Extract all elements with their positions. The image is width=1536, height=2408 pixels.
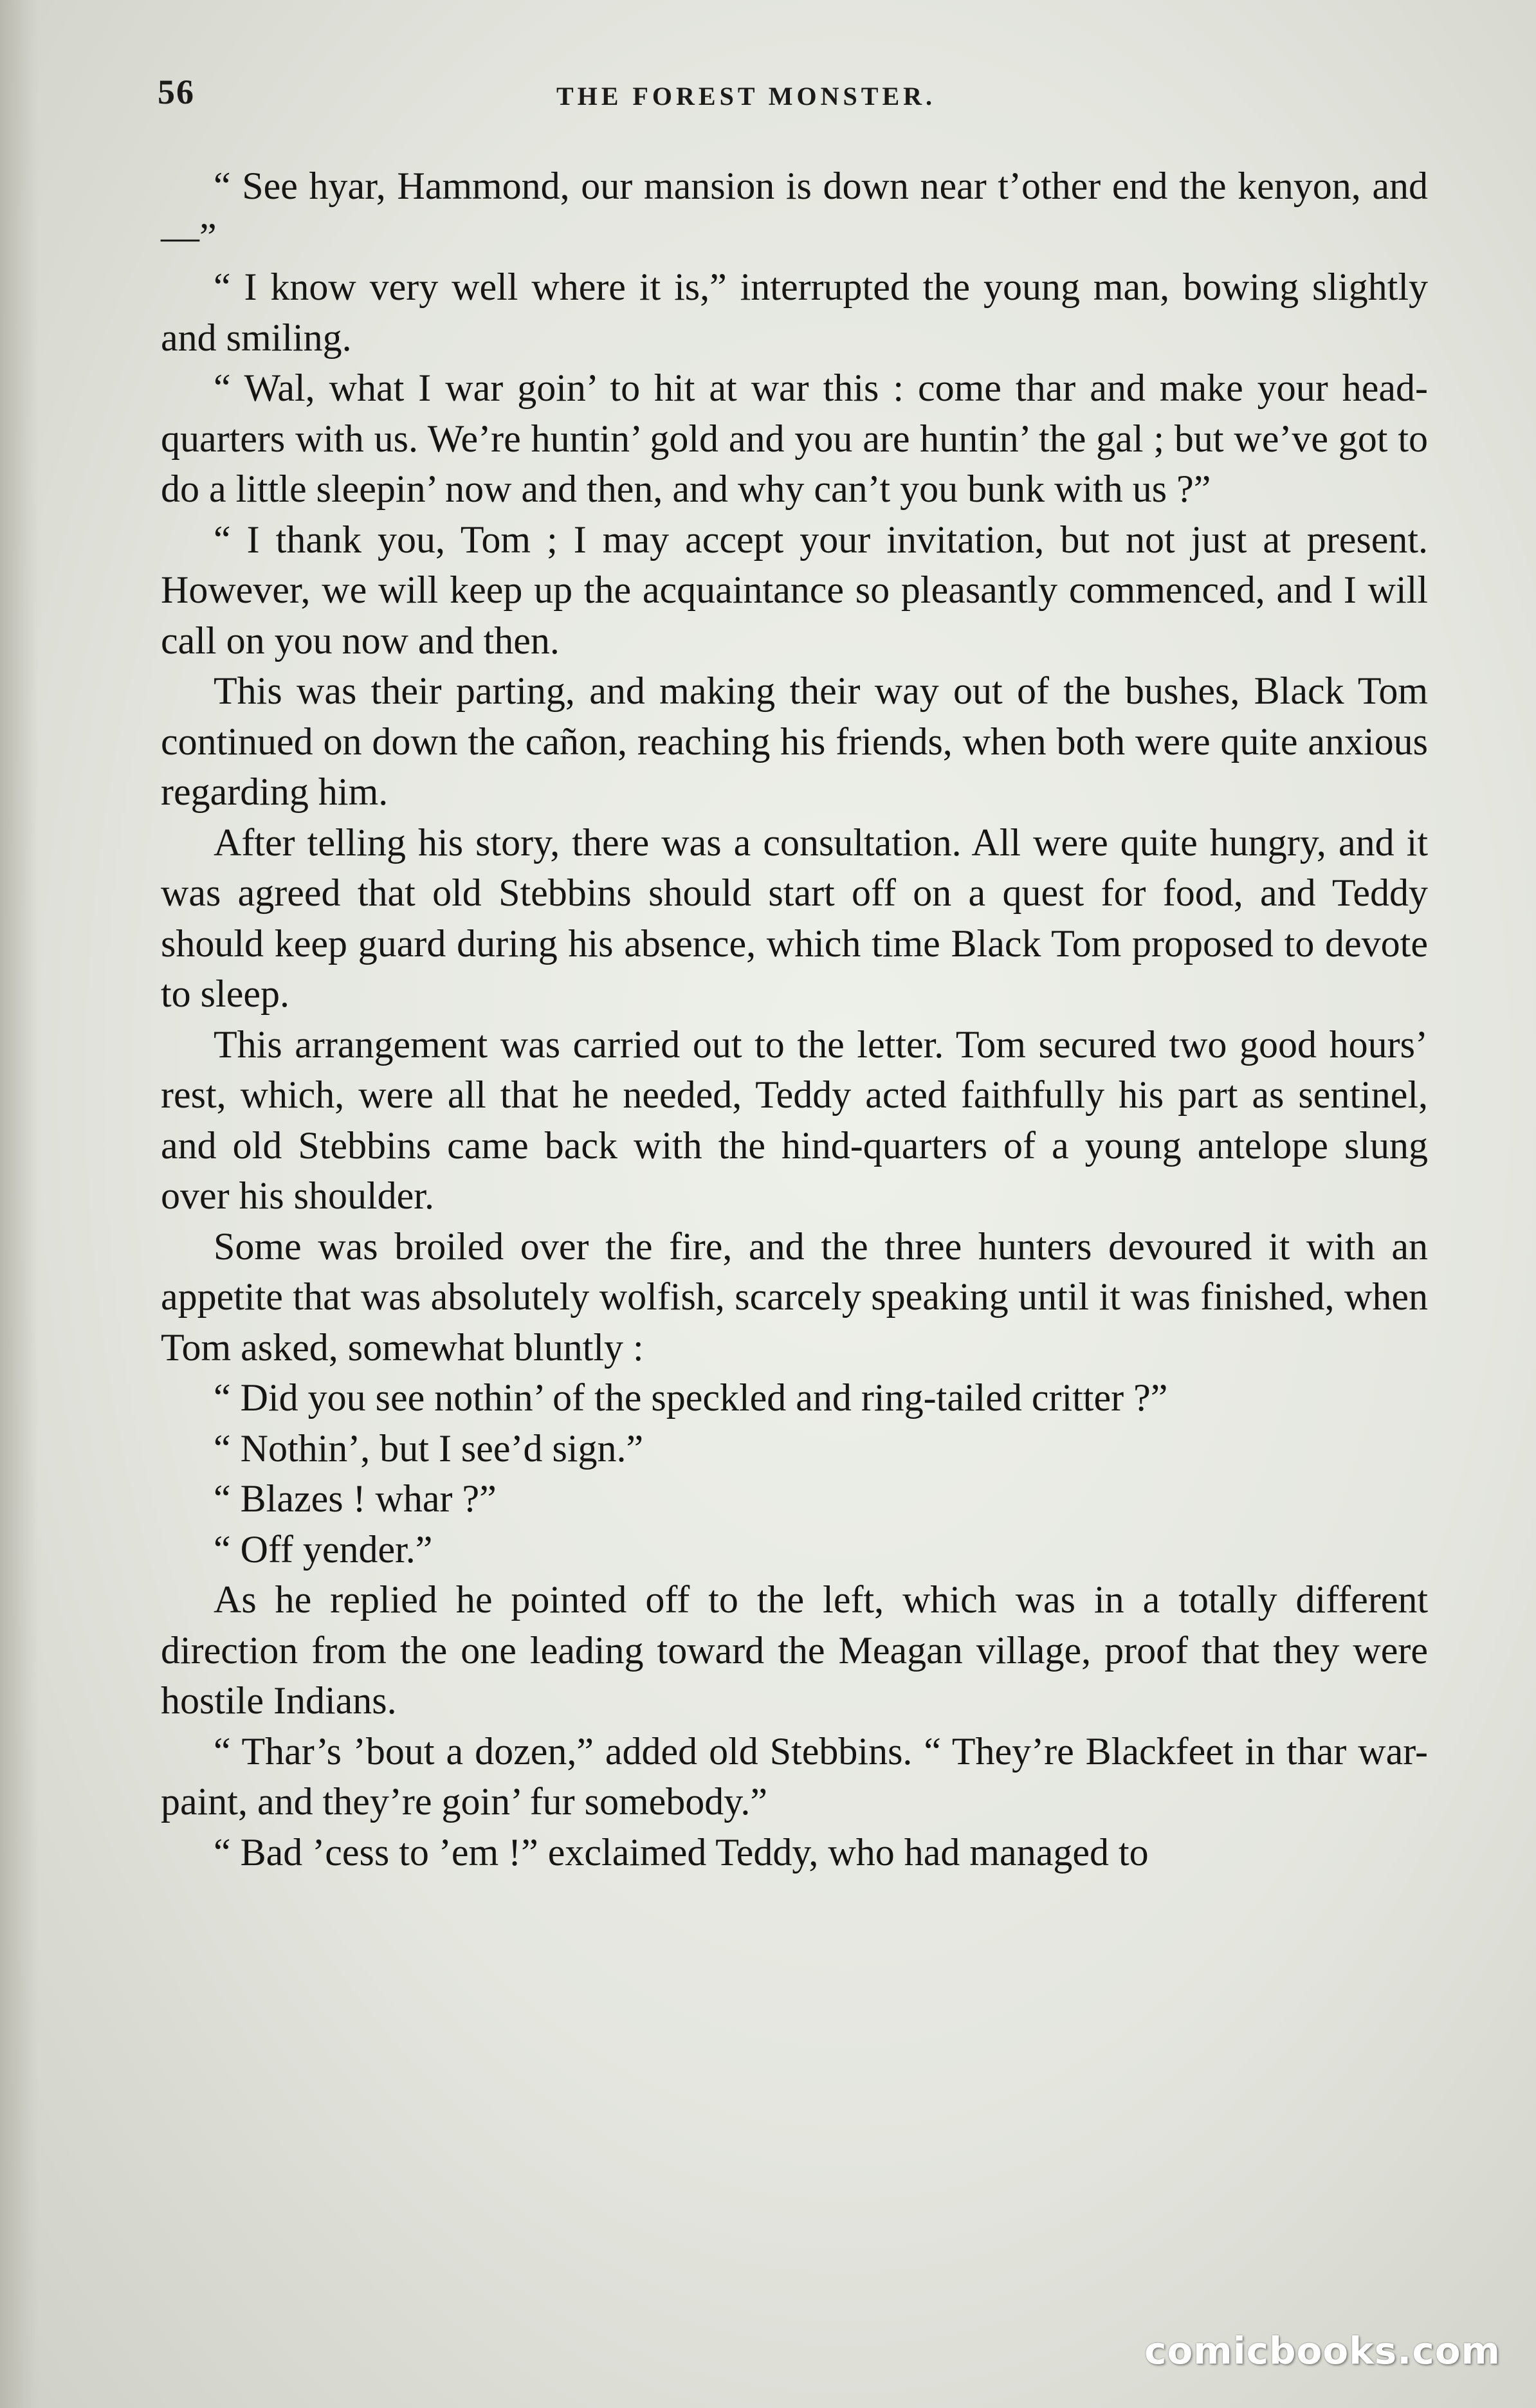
body-text [161,161,1428,1877]
paragraph: This arrangement was carried out to the letter. Tom secured two good hours’ rest, which, were all that he needed, Teddy acted faithfully his part as sentinel, and old Stebbins came back with the hind-quarters of a young antelope slung over his shoulder. [161,1023,1428,1217]
paragraph: “ I know very well where it is,” interrupted the young man, bowing slightly and smiling. [161,266,1428,359]
paragraph: “ Blazes ! whar ?” [214,1477,497,1520]
page-header [158,72,1412,117]
paragraph: “ Nothin’, but I see’d sign.” [214,1427,644,1470]
paragraph: “ Bad ’cess to ’em !” exclaimed Teddy, who had managed to [214,1830,1149,1874]
paragraph: “ Thar’s ’bout a dozen,” added old Stebbins. “ They’re Blackfeet in thar war-paint, and they’re goin’ fur somebody.” [161,1729,1428,1823]
paragraph: “ Did you see nothin’ of the speckled and ring-tailed critter ?” [214,1376,1168,1419]
paragraph: This was their parting, and making their way out of the bushes, Black Tom continued on down the cañon, reaching his friends, when both were quite anxious regarding him. [161,670,1428,813]
running-head: THE FOREST MONSTER. [556,82,937,111]
paragraph: “ Off yender.” [214,1528,433,1571]
paragraph: “ Wal, what I war goin’ to hit at war this : come thar and make your head-quarters with us. We’re huntin’ gold and you are huntin’ the gal ; but we’ve got to do a little sleepin’ now and then, and why can’t you bunk with us ?” [161,367,1428,510]
paragraph: “ I thank you, Tom ; I may accept your invitation, but not just at present. However, we will keep up the acquaintance so pleasantly commenced, and I will call on you now and then. [161,518,1428,662]
watermark: comicbooks.com [1144,2329,1501,2373]
paragraph: As he replied he pointed off to the left, which was in a totally different direction from the one leading toward the Meagan village, proof that they were hostile Indians. [161,1578,1428,1722]
page-gutter-shadow [0,0,39,2408]
paragraph: “ See hyar, Hammond, our mansion is down near t’other end the kenyon, and—” [161,165,1428,258]
paragraph: After telling his story, there was a consultation. All were quite hungry, and it was agreed that old Stebbins should start off on a quest for food, and Teddy should keep guard during his absence, which time Black Tom proposed to devote to sleep. [161,821,1428,1015]
page-number: 56 [158,73,195,111]
paragraph: Some was broiled over the fire, and the three hunters devoured it with an appetite that was absolutely wolfish, scarcely speaking until it was finished, when Tom asked, somewhat bluntly : [161,1225,1428,1369]
